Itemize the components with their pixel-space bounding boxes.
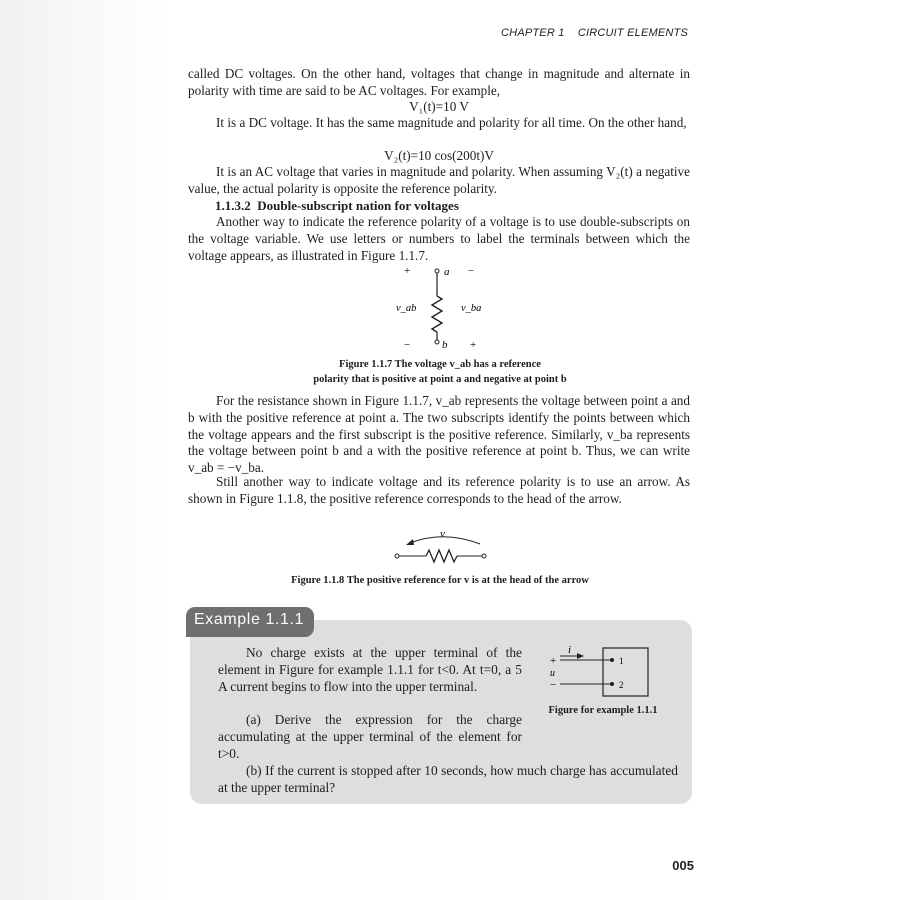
running-header xyxy=(491,27,688,39)
fig7-minus-bottom: − xyxy=(404,339,411,351)
node-b xyxy=(435,340,439,344)
paragraph-dc-voltage: It is a DC voltage. It has the same magnitude and polarity for all time. On the other hand, xyxy=(216,115,687,130)
paragraph-dc-ac: called DC voltages. On the other hand, voltages that change in magnitude and alternate in polarity with time are said to be AC voltages. For example, xyxy=(188,66,690,98)
fig7-caption-line1: Figure 1.1.7 The voltage v_ab has a reference xyxy=(339,359,541,370)
example-fig-minus: − xyxy=(550,679,557,691)
resistor-zigzag xyxy=(432,296,442,332)
fig7-plus-top: + xyxy=(404,265,411,277)
equation-v1: V₁(t)=10 V xyxy=(409,99,469,114)
arrow-head xyxy=(406,539,414,545)
example-fig-i: i xyxy=(568,644,572,656)
example-figure-element xyxy=(540,642,655,700)
example-text-part-b: (b) If the current is stopped after 10 seconds, how much charge has accumulated at the upper terminal? xyxy=(218,763,678,795)
paragraph-resistance-vab: For the resistance shown in Figure 1.1.7, v_ab represents the voltage between point a and b with the positive reference at point a. The two subscripts identify the points between which the voltage appears and the first subscript is the positive reference. Similarly, v_ba represents the voltage between point b and a with the positive reference at point b. Thus, we can write v_ab = −v_ba. xyxy=(188,393,690,476)
section-number: 1.1.3.2 xyxy=(215,198,251,213)
section-heading xyxy=(215,198,459,214)
example-fig-plus: + xyxy=(550,655,557,667)
fig8-v-label: v xyxy=(440,528,445,540)
fig7-minus-top: − xyxy=(468,265,475,277)
fig7-node-b-label: b xyxy=(442,339,448,351)
resistor-zigzag-2 xyxy=(426,550,457,562)
example-fig-u: u xyxy=(550,668,555,679)
fig7-v-right: v_ba xyxy=(461,303,482,314)
fig7-node-a-label: a xyxy=(444,266,450,278)
figure-1-1-7-caption xyxy=(280,358,600,387)
equation-v2: V₂(t)=10 cos(200t)V xyxy=(384,148,494,163)
section-title: Double-subscript nation for voltages xyxy=(257,198,459,213)
figure-1-1-8-caption: Figure 1.1.8 The positive reference for v is at the head of the arrow xyxy=(291,575,589,586)
example-fig-terminal-1: 1 xyxy=(619,656,624,666)
example-text-part-a: (a) Derive the expression for the charge accumulating at the upper terminal of the element for t>0. xyxy=(218,712,522,761)
example-fig-terminal-2: 2 xyxy=(619,680,624,690)
example-figure-caption: Figure for example 1.1.1 xyxy=(548,705,658,716)
chapter-title: CIRCUIT ELEMENTS xyxy=(577,27,688,39)
figure-1-1-8-resistor-arrow xyxy=(388,526,498,566)
fig7-caption-line2: polarity that is positive at point a and negative at point b xyxy=(313,373,567,385)
fig7-v-left: v_ab xyxy=(396,303,417,314)
node-a xyxy=(435,269,439,273)
example-title: Example 1.1.1 xyxy=(194,611,305,628)
paragraph-arrow-notation: Still another way to indicate voltage and its reference polarity is to use an arrow. As shown in Figure 1.1.8, the positive reference corresponds to the head of the arrow. xyxy=(188,474,690,506)
voltage-arrow xyxy=(410,537,480,544)
chapter-number: CHAPTER 1 xyxy=(501,27,565,39)
element-box xyxy=(603,648,648,696)
example-text-intro: No charge exists at the upper terminal of the element in Figure for example 1.1.1 for t<0. At t=0, a 5 A current begins to flow into the upper terminal. xyxy=(218,645,522,694)
paragraph-ac-voltage: It is an AC voltage that varies in magnitude and polarity. When assuming V₂(t) a negative value, the actual polarity is opposite the reference polarity. xyxy=(188,164,690,196)
paragraph-double-subscript: Another way to indicate the reference polarity of a voltage is to use double-subscripts on the voltage variable. We use letters or numbers to label the terminals between which the voltage appears, as illustrated in Figure 1.1.7. xyxy=(188,214,690,263)
page-number: 005 xyxy=(672,858,694,873)
figure-1-1-7-resistor xyxy=(370,262,510,356)
fig7-plus-bottom: + xyxy=(470,339,477,351)
book-spine-shadow xyxy=(0,0,168,900)
